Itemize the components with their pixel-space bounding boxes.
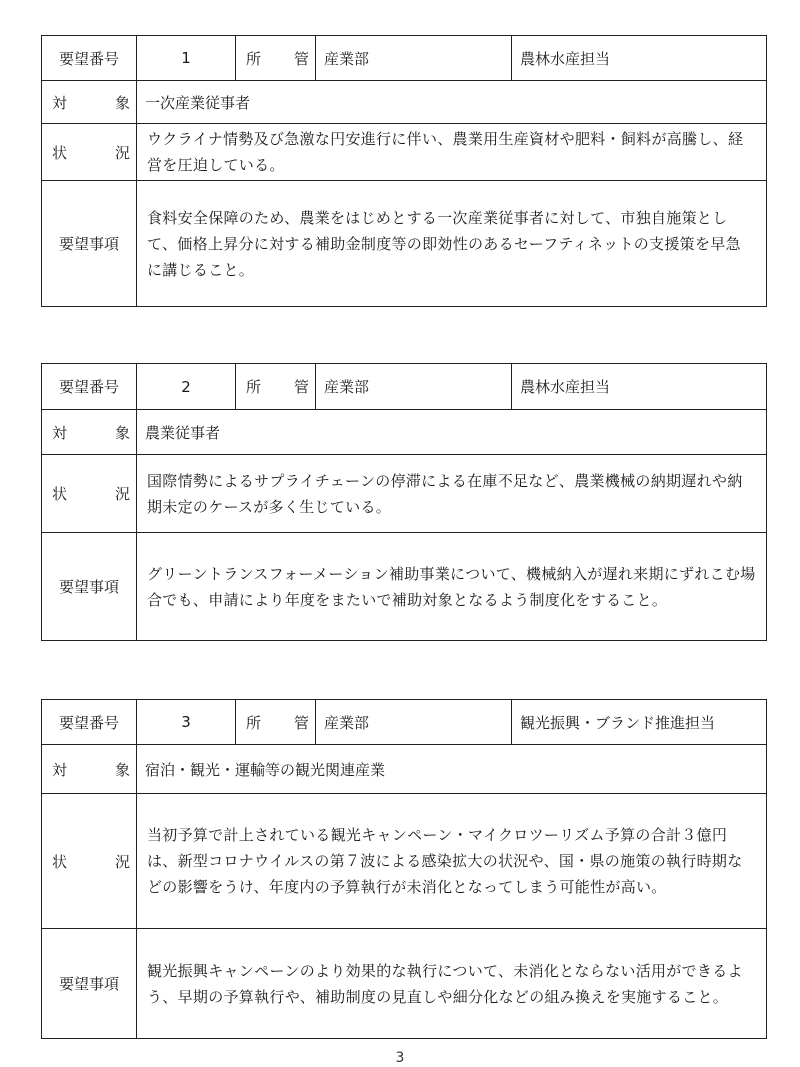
request-details-label: 要望事項 [42, 533, 137, 641]
jurisdiction-label: 所 管 [236, 364, 316, 410]
jurisdiction-label: 所 管 [236, 36, 316, 81]
department: 産業部 [316, 36, 512, 81]
section: 農林水産担当 [512, 364, 767, 410]
request-number-label: 要望番号 [42, 364, 137, 410]
target-label: 対 象 [42, 745, 137, 794]
request-table-3 [41, 699, 767, 1039]
request-table-2 [41, 363, 767, 641]
target-value: 一次産業従事者 [137, 81, 767, 124]
target-label: 対 象 [42, 81, 137, 124]
department: 産業部 [316, 364, 512, 410]
request-details-text: 観光振興キャンペーンのより効果的な執行について、未消化とならない活用ができるよう、早期の予算執行や、補助制度の見直しや細分化などの組み換えを実施すること。 [137, 929, 767, 1039]
request-number-label: 要望番号 [42, 700, 137, 745]
page-number: 3 [395, 1050, 405, 1066]
situation-text: 当初予算で計上されている観光キャンペーン・マイクロツーリズム予算の合計３億円は、新型コロナウイルスの第７波による感染拡大の状況や、国・県の施策の執行時期などの影響をうけ、年度内の予算執行が未消化となってしまう可能性が高い。 [137, 794, 767, 929]
request-details-text: 食料安全保障のため、農業をはじめとする一次産業従事者に対して、市独自施策として、価格上昇分に対する補助金制度等の即効性のあるセーフティネットの支援策を早急に講じること。 [137, 181, 767, 307]
target-value: 宿泊・観光・運輸等の観光関連産業 [137, 745, 767, 794]
request-number: 2 [137, 364, 236, 410]
request-details-label: 要望事項 [42, 181, 137, 307]
request-details-text: グリーントランスフォーメーション補助事業について、機械納入が遅れ来期にずれこむ場合でも、申請により年度をまたいで補助対象となるよう制度化をすること。 [137, 533, 767, 641]
situation-text: ウクライナ情勢及び急激な円安進行に伴い、農業用生産資材や肥料・飼料が高騰し、経営を圧迫している。 [137, 124, 767, 181]
request-number: 1 [137, 36, 236, 81]
request-table-1 [41, 35, 767, 307]
jurisdiction-label: 所 管 [236, 700, 316, 745]
department: 産業部 [316, 700, 512, 745]
request-number: 3 [137, 700, 236, 745]
section: 観光振興・ブランド推進担当 [512, 700, 767, 745]
request-details-label: 要望事項 [42, 929, 137, 1039]
section: 農林水産担当 [512, 36, 767, 81]
situation-label: 状 況 [42, 124, 137, 181]
situation-label: 状 況 [42, 794, 137, 929]
target-value: 農業従事者 [137, 410, 767, 455]
target-label: 対 象 [42, 410, 137, 455]
request-number-label: 要望番号 [42, 36, 137, 81]
situation-text: 国際情勢によるサプライチェーンの停滞による在庫不足など、農業機械の納期遅れや納期未定のケースが多く生じている。 [137, 455, 767, 533]
situation-label: 状 況 [42, 455, 137, 533]
